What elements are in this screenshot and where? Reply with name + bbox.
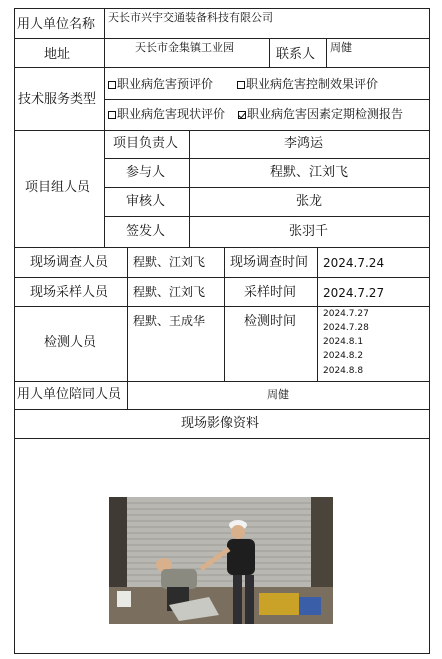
testing-time-label: 检测时间 [244,314,297,329]
service-option-label: 职业病危害控制效果评价 [246,77,379,91]
testing-date-3: 2024.8.1 [323,337,364,347]
testing-date-4: 2024.8.2 [323,351,364,361]
testing-staff-value: 程默、王成华 [133,314,206,328]
testing-date-2: 2024.7.28 [323,323,369,333]
service-option-periodic-testing[interactable] [238,108,403,120]
checkbox-checked-icon[interactable] [238,111,246,119]
team-label: 项目组人员 [25,180,91,195]
contact-value: 周健 [330,41,352,54]
survey-staff-label: 现场调查人员 [30,255,109,270]
service-option-label: 职业病危害因素定期检测报告 [247,107,404,121]
team-name-participant: 程默、江刘飞 [270,165,349,180]
team-name-issuer: 张羽千 [289,224,329,239]
address-value: 天长市金集镇工业园 [135,41,234,54]
service-option-pre-evaluation[interactable] [108,78,213,90]
service-option-control-evaluation[interactable] [237,78,378,90]
site-photo-two-workers-sampling-icon [109,497,333,624]
testing-date-5: 2024.8.8 [323,366,364,376]
team-role-reviewer: 审核人 [126,194,166,209]
checkbox-empty-icon[interactable] [108,81,116,89]
survey-time-label: 现场调查时间 [230,255,309,270]
survey-time-value: 2024.7.24 [323,256,385,270]
team-role-participant: 参与人 [126,165,166,180]
sampling-staff-label: 现场采样人员 [30,285,109,300]
site-photo [109,497,333,624]
service-type-label: 技术服务类型 [18,92,97,107]
survey-staff-value: 程默、江刘飞 [133,255,206,269]
address-label: 地址 [44,47,71,62]
unit-name-value: 天长市兴宇交通装备科技有限公司 [108,11,273,24]
testing-date-1: 2024.7.27 [323,309,369,319]
service-option-status-evaluation[interactable] [108,108,225,120]
team-name-reviewer: 张龙 [296,194,323,209]
team-role-leader: 项目负责人 [113,136,179,151]
service-option-label: 职业病危害现状评价 [117,107,226,121]
escort-label: 用人单位陪同人员 [17,387,122,402]
sampling-staff-value: 程默、江刘飞 [133,285,206,299]
escort-value: 周健 [267,388,289,401]
team-role-issuer: 签发人 [126,224,166,239]
service-option-label: 职业病危害预评价 [117,77,214,91]
sampling-time-value: 2024.7.27 [323,286,385,300]
testing-staff-label: 检测人员 [44,335,97,350]
team-name-leader: 李鸿运 [284,136,324,151]
unit-name-label: 用人单位名称 [17,17,96,32]
checkbox-empty-icon[interactable] [237,81,245,89]
contact-label: 联系人 [276,47,316,62]
checkbox-empty-icon[interactable] [108,111,116,119]
sampling-time-label: 采样时间 [244,285,297,300]
images-section-title: 现场影像资料 [181,416,260,431]
